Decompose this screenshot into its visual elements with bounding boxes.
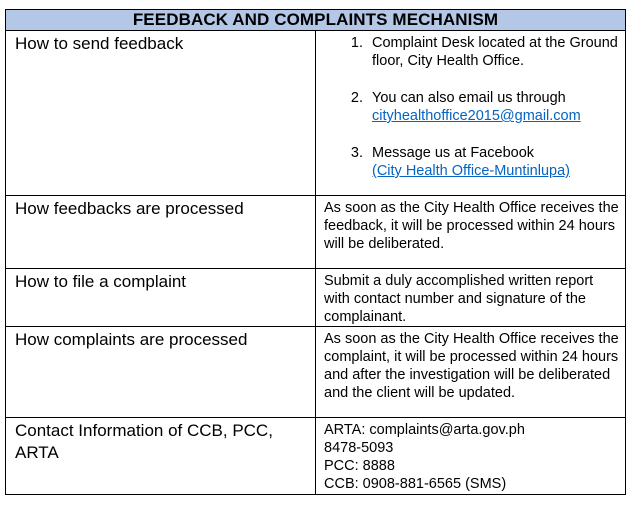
step-text: You can also email us through	[372, 90, 566, 106]
feedback-complaints-table	[5, 9, 626, 495]
contact-line-arta: ARTA: complaints@arta.gov.ph	[324, 422, 525, 438]
email-link[interactable]: cityhealthoffice2015@gmail.com	[372, 108, 581, 124]
contact-line-ccb: CCB: 0908-881-6565 (SMS)	[324, 476, 507, 492]
feedback-step-3	[324, 144, 619, 180]
row-value-file-complaint: Submit a duly accomplished written report with contact number and signature of the complainant.	[316, 269, 626, 327]
facebook-link[interactable]: (City Health Office-Muntinlupa)	[372, 163, 570, 179]
step-number: 3.	[350, 145, 363, 161]
row-label-send-feedback: How to send feedback	[6, 31, 316, 196]
table-row	[6, 196, 626, 269]
contact-line-pcc: PCC: 8888	[324, 458, 395, 474]
row-value-feedback-processed: As soon as the City Health Office receives the feedback, it will be processed within 24 hours will be deliberated.	[316, 196, 626, 269]
step-text: Message us at Facebook	[372, 145, 535, 161]
row-label-contact-info: Contact Information of CCB, PCC, ARTA	[6, 418, 316, 495]
table-row	[6, 418, 626, 495]
row-value-contact-info	[316, 418, 626, 495]
table-header-row	[6, 10, 626, 31]
table-row	[6, 327, 626, 418]
contact-line-phone: 8478-5093	[324, 440, 394, 456]
row-label-feedback-processed: How feedbacks are processed	[6, 196, 316, 269]
table-row	[6, 31, 626, 196]
table-title: FEEDBACK AND COMPLAINTS MECHANISM	[6, 10, 626, 31]
row-value-send-feedback	[316, 31, 626, 196]
step-number: 2.	[350, 90, 363, 106]
feedback-step-2	[324, 89, 619, 125]
step-body	[372, 144, 619, 180]
row-value-complaints-processed: As soon as the City Health Office receives the complaint, it will be processed within 24 hours and after the investigation will be deliberated and the client will be updated.	[316, 327, 626, 418]
row-label-file-complaint: How to file a complaint	[6, 269, 316, 327]
step-text: Complaint Desk located at the Ground floor, City Health Office.	[372, 35, 618, 69]
step-number: 1.	[350, 35, 363, 51]
feedback-step-1	[324, 34, 619, 70]
feedback-steps-list	[324, 34, 619, 180]
table-row	[6, 269, 626, 327]
row-label-complaints-processed: How complaints are processed	[6, 327, 316, 418]
step-body	[372, 89, 619, 125]
